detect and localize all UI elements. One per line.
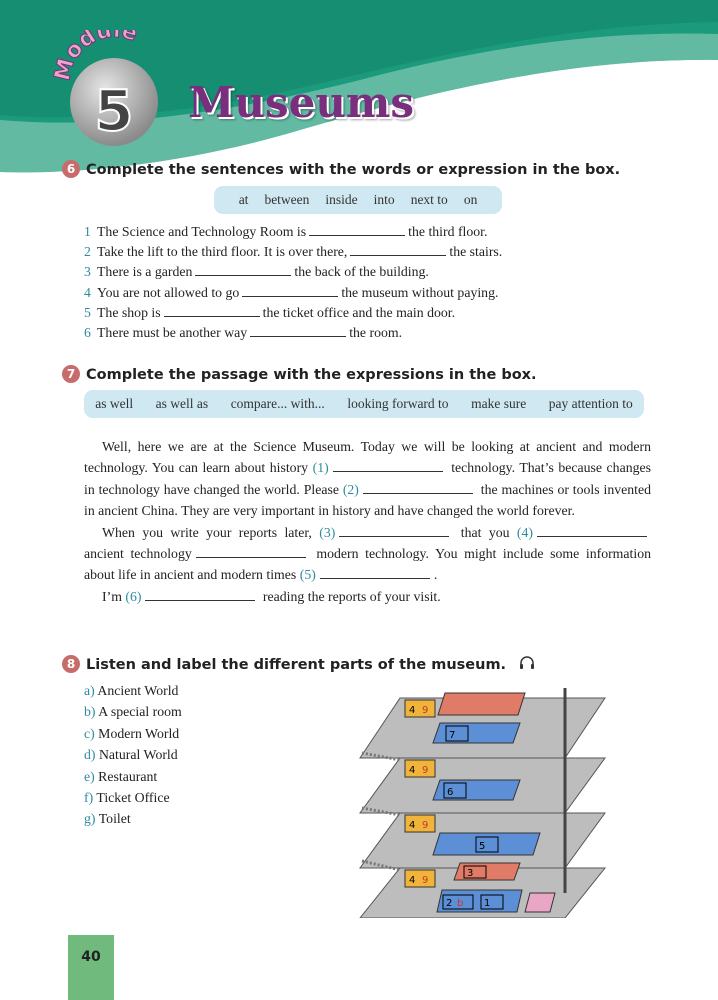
section-8-number: 8: [62, 655, 80, 673]
label-item: e) Restaurant: [84, 768, 158, 784]
section-7-number: 7: [62, 365, 80, 383]
answer-blank[interactable]: [350, 242, 446, 256]
svg-text:4: 4: [409, 765, 416, 776]
word-option: between: [264, 192, 310, 207]
expression-option: compare... with...: [230, 396, 325, 411]
answer-blank[interactable]: [537, 523, 647, 537]
sentence-row: 6 There must be another way the room.: [84, 325, 403, 341]
section-6-number: 6: [62, 160, 80, 178]
svg-text:3: 3: [467, 868, 474, 879]
module-word: Module: [52, 30, 141, 84]
section-6-heading: [62, 160, 620, 178]
label-item: b) A special room: [84, 704, 182, 720]
label-item: a) Ancient World: [84, 683, 179, 698]
svg-text:7: 7: [449, 730, 456, 741]
expression-option: pay attention to: [548, 396, 633, 411]
section-7-word-box: [84, 390, 644, 418]
headphones-icon[interactable]: [519, 656, 535, 670]
expression-option: make sure: [471, 396, 527, 411]
section-7-instruction: Complete the passage with the expressions in the box.: [86, 367, 537, 383]
expression-option: looking forward to: [347, 396, 449, 411]
passage-paragraph: Well, here we are at the Science Museum. Today we will be looking at ancient and modern technology. You can learn about history (1) technology. That’s because changes in technology have changed the world. Please (2) the machines or tools invented in ancient China. They are very important in history and have changed the world forever.: [84, 439, 651, 519]
label-item: c) Modern World: [84, 725, 180, 741]
section-6-instruction: Complete the sentences with the words or expression in the box.: [86, 162, 621, 178]
word-option: inside: [325, 192, 358, 207]
answer-blank[interactable]: [320, 565, 430, 579]
answer-blank[interactable]: [195, 262, 291, 276]
svg-text:9: 9: [422, 705, 429, 716]
label-item: g) Toilet: [84, 811, 131, 827]
word-option: next to: [410, 192, 448, 207]
sentence-row: 1 The Science and Technology Room is the third floor.: [84, 224, 488, 239]
sentence-row: 5 The shop is the ticket office and the main door.: [84, 304, 456, 320]
sentence-row: 3 There is a garden the back of the building.: [84, 264, 429, 280]
svg-text:4: 4: [409, 875, 416, 886]
section-8-instruction: Listen and label the different parts of the museum.: [86, 657, 507, 673]
svg-text:6: 6: [447, 787, 454, 798]
page-title: Museums: [188, 78, 415, 127]
museum-floor-diagram: [350, 683, 612, 918]
svg-text:b: b: [457, 898, 464, 909]
answer-blank[interactable]: [309, 222, 405, 236]
section-7-heading: [62, 365, 537, 383]
passage-paragraph: I’m (6) reading the reports of your visit.: [102, 588, 441, 604]
page-number: 40: [68, 935, 114, 1000]
module-number: 5: [94, 79, 134, 144]
section-8-labels: [84, 680, 182, 830]
svg-text:4: 4: [409, 705, 416, 716]
word-option: at: [238, 192, 249, 207]
svg-text:5: 5: [479, 841, 486, 852]
section-7-passage: [84, 436, 651, 607]
svg-text:9: 9: [422, 820, 429, 831]
floor-4: [360, 688, 605, 758]
passage-paragraph: When you write your reports later, (3) that you (4) ancient technology modern technology. You might include some information about life in ancient and modern times (5) .: [84, 524, 652, 583]
svg-text:1: 1: [484, 898, 491, 909]
module-badge: [52, 30, 172, 150]
answer-blank[interactable]: [196, 544, 306, 558]
word-option: into: [373, 192, 395, 207]
answer-blank[interactable]: [242, 283, 338, 297]
answer-blank[interactable]: [363, 480, 473, 494]
expression-option: as well as: [155, 396, 209, 411]
expression-option: as well: [95, 396, 134, 411]
svg-text:9: 9: [422, 765, 429, 776]
section-8-heading: [62, 655, 535, 673]
answer-blank[interactable]: [333, 458, 443, 472]
section-6-sentences: [84, 222, 502, 343]
sentence-row: 4 You are not allowed to go the museum without paying.: [84, 284, 499, 300]
label-item: f) Ticket Office: [84, 790, 170, 806]
answer-blank[interactable]: [250, 323, 346, 337]
answer-blank[interactable]: [164, 303, 260, 317]
word-option: on: [463, 192, 478, 207]
label-item: d) Natural World: [84, 747, 178, 763]
svg-text:2: 2: [446, 898, 453, 909]
sentence-row: 2 Take the lift to the third floor. It is over there, the stairs.: [84, 244, 503, 260]
svg-text:9: 9: [422, 875, 429, 886]
answer-blank[interactable]: [145, 587, 255, 601]
svg-text:4: 4: [409, 820, 416, 831]
answer-blank[interactable]: [339, 523, 449, 537]
section-6-word-box: [214, 186, 502, 214]
